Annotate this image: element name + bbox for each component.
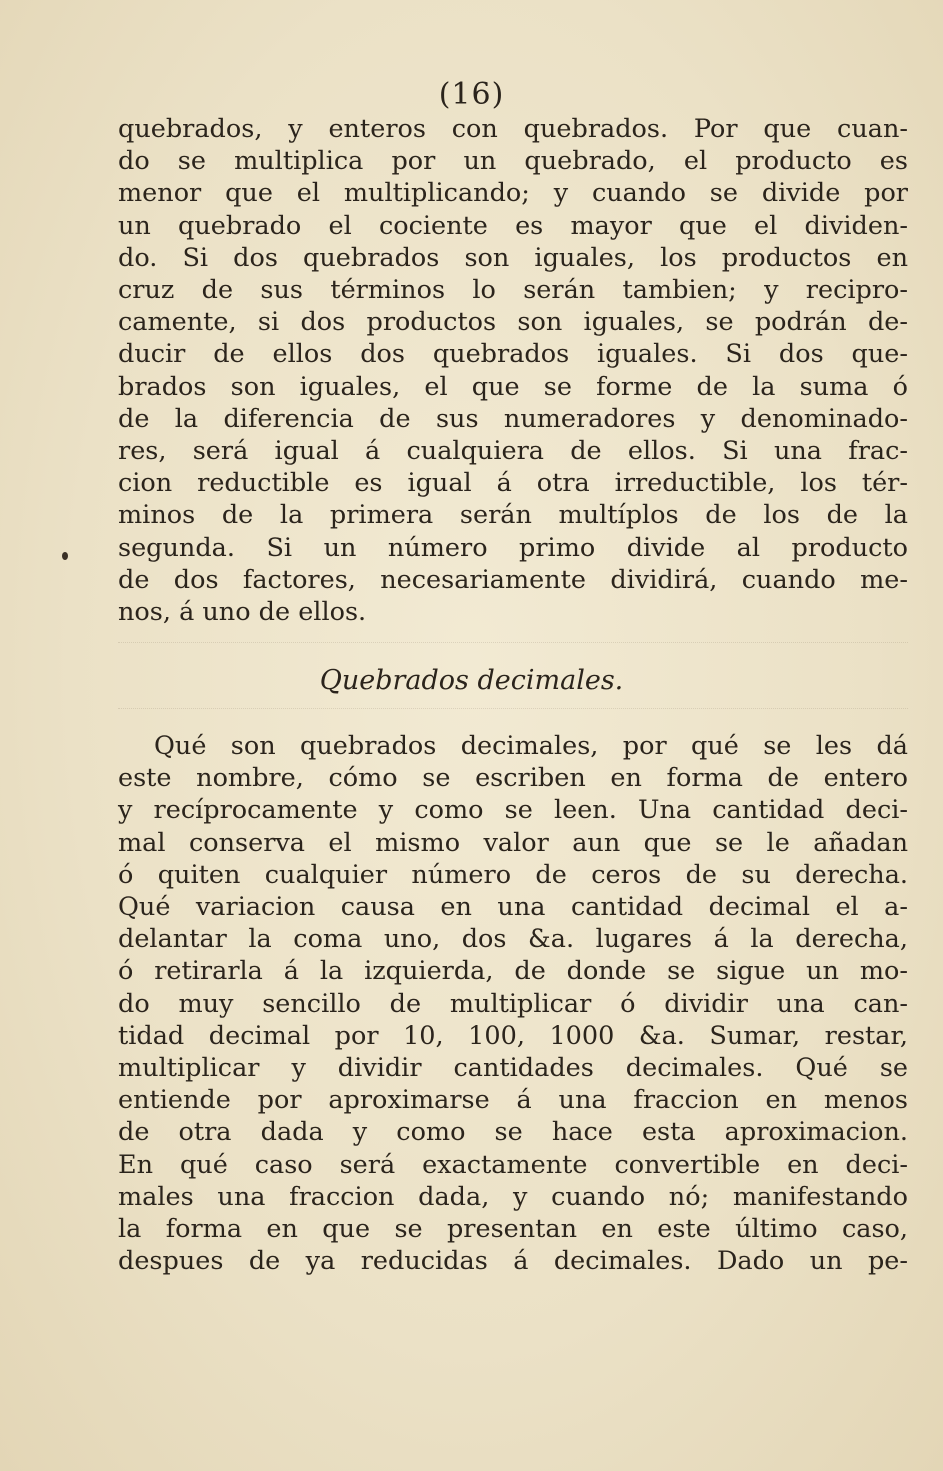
text-line: mal conserva el mismo valor aun que se le añadan bbox=[118, 827, 908, 858]
text-line: cion reductible es igual á otra irreductible, los tér- bbox=[118, 468, 908, 499]
text-line: cruz de sus términos lo serán tambien; y recipro- bbox=[118, 275, 908, 306]
text-line: nos, á uno de ellos. bbox=[118, 597, 367, 628]
text-line: tidad decimal por 10, 100, 1000 &a. Sumar, restar, bbox=[118, 1020, 908, 1051]
margin-ink-mark bbox=[62, 552, 68, 560]
text-line: este nombre, cómo se escriben en forma de entero bbox=[118, 763, 908, 794]
text-line: segunda. Si un número primo divide al producto bbox=[118, 532, 908, 563]
text-line: de la diferencia de sus numeradores y denominado- bbox=[118, 403, 908, 434]
text-line: brados son iguales, el que se forme de la suma ó bbox=[118, 371, 908, 402]
text-line: delantar la coma uno, dos &a. lugares á la derecha, bbox=[118, 924, 908, 955]
text-line: camente, si dos productos son iguales, se podrán de- bbox=[118, 307, 908, 338]
text-line: la forma en que se presentan en este último caso, bbox=[118, 1214, 908, 1245]
paragraph-decimals bbox=[118, 730, 908, 1277]
text-line: En qué caso será exactamente convertible en deci- bbox=[118, 1149, 908, 1180]
text-line: quebrados, y enteros con quebrados. Por que cuan- bbox=[118, 114, 908, 144]
page-number: (16) bbox=[438, 77, 505, 112]
text-line: do se multiplica por un quebrado, el producto es bbox=[118, 146, 908, 177]
text-line: despues de ya reducidas á decimales. Dado un pe- bbox=[118, 1246, 908, 1277]
text-line: ó quiten cualquier número de ceros de su derecha. bbox=[118, 859, 908, 890]
text-line: minos de la primera serán multíplos de los de la bbox=[118, 500, 908, 531]
text-line: ó retirarla á la izquierda, de donde se sigue un mo- bbox=[118, 956, 908, 987]
show-through-divider bbox=[118, 708, 908, 727]
text-line: y recíprocamente y como se leen. Una cantidad deci- bbox=[118, 795, 908, 826]
text-line: do muy sencillo de multiplicar ó dividir una can- bbox=[118, 988, 908, 1019]
text-line: multiplicar y dividir cantidades decimales. Qué se bbox=[118, 1053, 908, 1084]
text-line: ducir de ellos dos quebrados iguales. Si dos que- bbox=[118, 339, 908, 370]
text-line: un quebrado el cociente es mayor que el dividen- bbox=[118, 210, 908, 241]
text-line: Qué variacion causa en una cantidad decimal el a- bbox=[118, 892, 908, 923]
section-heading: Quebrados decimales. bbox=[319, 665, 624, 696]
text-line: de dos factores, necesariamente dividirá, cuando me- bbox=[118, 564, 908, 595]
text-line: do. Si dos quebrados son iguales, los productos en bbox=[118, 242, 908, 273]
show-through-divider bbox=[118, 642, 908, 661]
text-line: Qué son quebrados decimales, por qué se les dá bbox=[154, 731, 908, 761]
text-line: menor que el multiplicando; y cuando se divide por bbox=[118, 178, 908, 209]
paragraph-continued bbox=[118, 113, 908, 628]
text-line: males una fraccion dada, y cuando nó; manifestando bbox=[118, 1181, 908, 1212]
text-line: res, será igual á cualquiera de ellos. Si una frac- bbox=[118, 436, 908, 467]
text-line: de otra dada y como se hace esta aproximacion. bbox=[118, 1117, 908, 1148]
text-line: entiende por aproximarse á una fraccion en menos bbox=[118, 1085, 908, 1116]
